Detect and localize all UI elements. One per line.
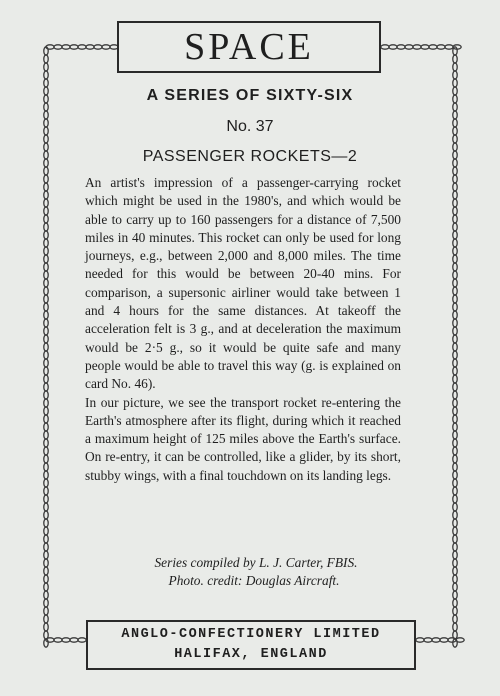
compiled-by-credit: Series compiled by L. J. Carter, FBIS.	[154, 555, 358, 570]
body-paragraph-1: An artist's impression of a passenger-carrying rocket which might be used in the 1980's, and which would be able to carry up to 160 passengers for a distance of 7,500 miles in 40 minutes. This rocket can only be used for long journeys, e.g., between 2,000 and 8,000 miles. The time needed for this would be between 20-40 mins. For comparison, a supersonic airliner would take between 1 and 4 hours for the same distances. At takeoff the acceleration felt is 3 g., and at deceleration the maximum would be 2·5 g., so it would be quite safe and many people would be able to travel this way (g. is explained on card No. 46).	[85, 175, 401, 392]
body-paragraph-2: In our picture, we see the transport rocket re-entering the Earth's atmosphere after its flight, during which it reached a maximum height of 125 miles above the Earth's surface. On re-entry, it can be controlled, like a glider, by its short, stubby wings, with a final touchdown on its landing legs.	[85, 394, 401, 483]
card-heading: PASSENGER ROCKETS—2	[142, 148, 358, 165]
publisher-name: ANGLO-CONFECTIONERY LIMITED	[121, 627, 381, 642]
photo-credit: Photo. credit: Douglas Aircraft.	[168, 573, 340, 588]
card-number: No. 37	[226, 118, 274, 135]
publisher-location: HALIFAX, ENGLAND	[174, 647, 328, 662]
series-label: A SERIES OF SIXTY-SIX	[146, 87, 354, 104]
card-body-text	[85, 174, 401, 485]
publisher-box	[86, 620, 416, 670]
title-box	[117, 21, 381, 73]
card-title: SPACE	[184, 26, 314, 68]
